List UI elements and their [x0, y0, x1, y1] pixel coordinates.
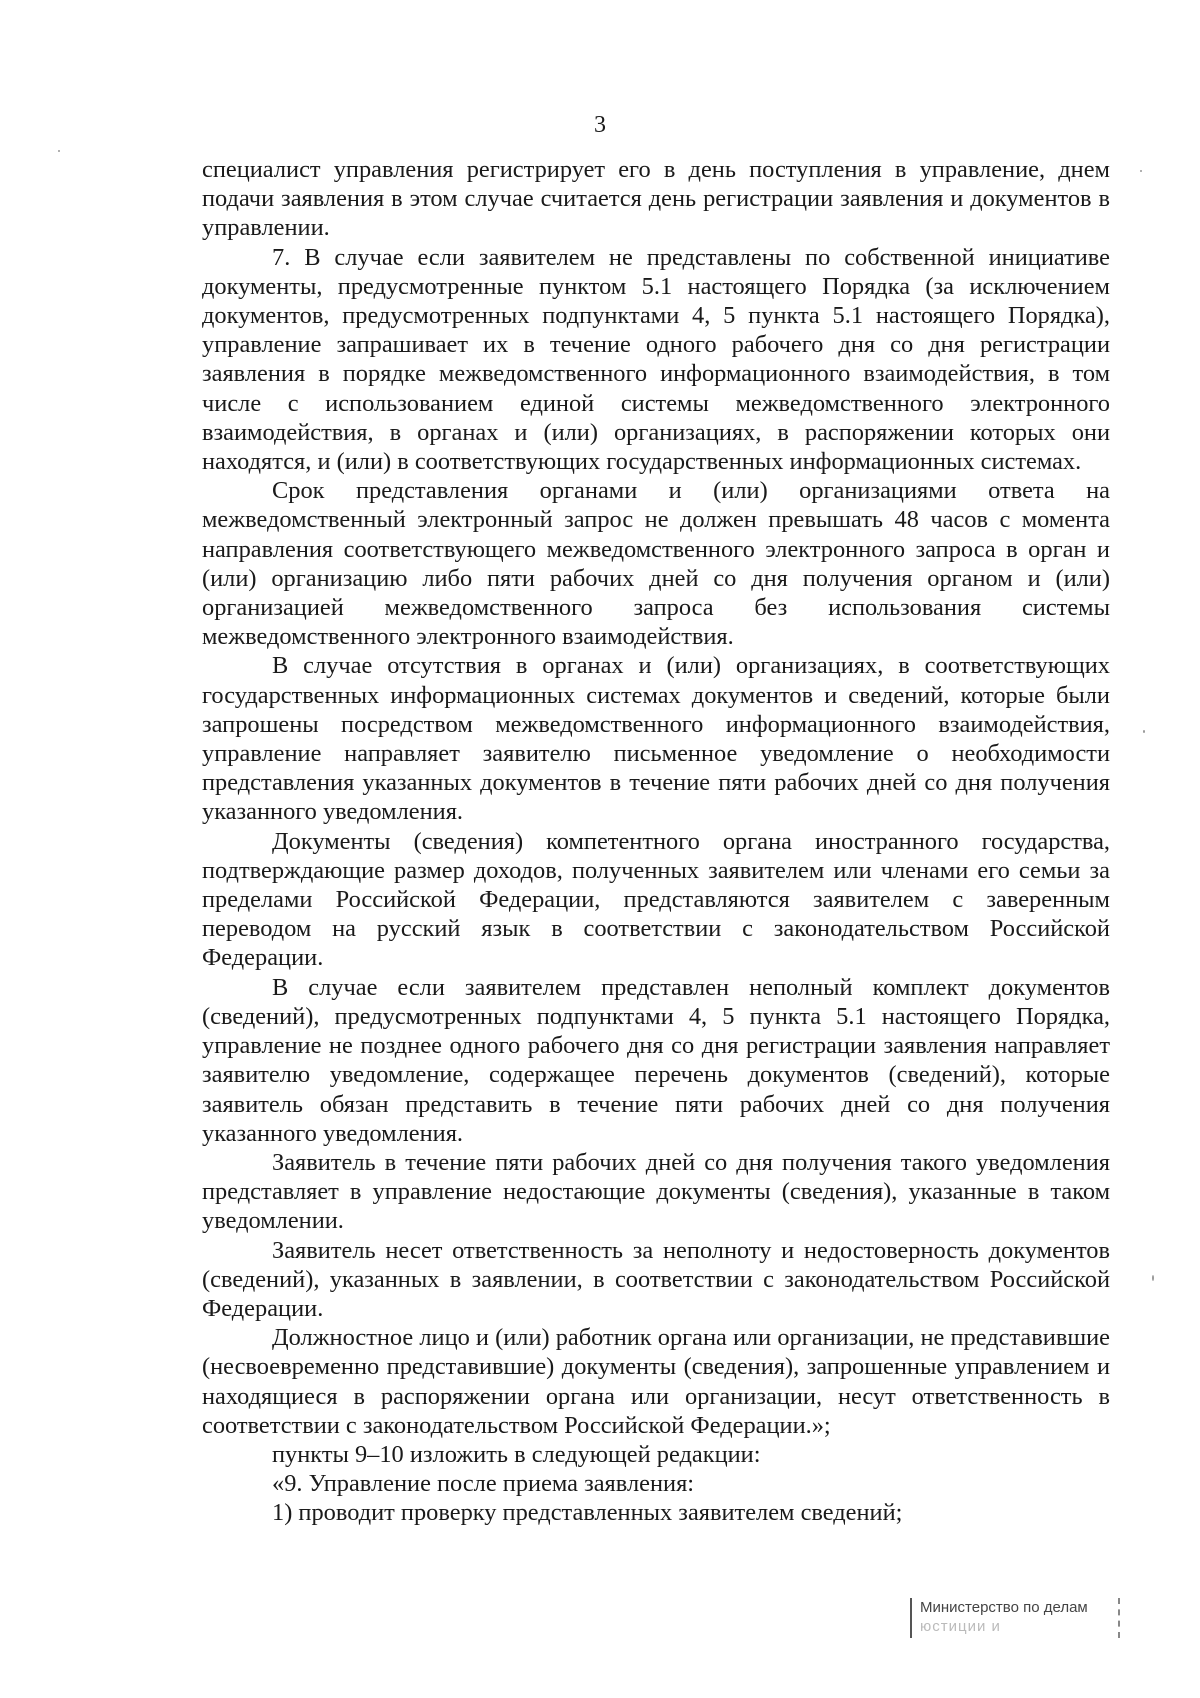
- stamp-line-1: Министерство по делам: [920, 1599, 1088, 1616]
- document-body: [202, 155, 1110, 1528]
- paragraph: Заявитель в течение пяти рабочих дней со дня получения такого уведомления представляет в управление недостающие документы (сведения), указанные в таком уведомлении.: [202, 1148, 1110, 1235]
- page-number: 3: [594, 112, 606, 138]
- paragraph: 1) проводит проверку представленных заявителем сведений;: [272, 1499, 903, 1527]
- paragraph: Документы (сведения) компетентного органа иностранного государства, подтверждающие размер доходов, полученных заявителем или членами его семьи за пределами Российской Федерации, представляются заявителем с заверенным переводом на русский язык в соответствии с законодательством Российской Федерации.: [202, 827, 1110, 972]
- stamp-line-2: юстиции и: [920, 1618, 1001, 1635]
- scan-artifact: [58, 150, 60, 152]
- paragraph: Срок представления органами и (или) организациями ответа на межведомственный электронный запрос не должен превышать 48 часов с момента направления соответствующего межведомственного электронного запроса в орган и (или) организацию либо пяти рабочих дней со дня получения органом и (или) организацией межведомственного запроса без использования системы межведомственного электронного взаимодействия.: [202, 477, 1110, 651]
- paragraph-item-7: 7. В случае если заявителем не представлены по собственной инициативе документы, предусмотренные пунктом 5.1 настоящего Порядка (за исключением документов, предусмотренных подпунктами 4, 5 пункта 5.1 настоящего Порядка), управление запрашивает их в течение одного рабочего дня со дня регистрации заявления в порядке межведомственного информационного взаимодействия, в том числе с использованием единой системы межведомственного электронного взаимодействия, в органах и (или) организациях, в распоряжении которых они находятся, и (или) в соответствующих государственных информационных системах.: [202, 243, 1110, 476]
- scan-artifact: [1140, 170, 1142, 172]
- paragraph: В случае отсутствия в органах и (или) организациях, в соответствующих государственных информационных системах документов и сведений, которые были запрошены посредством межведомственного информационного взаимодействия, управление направляет заявителю письменное уведомление о необходимости представления указанных документов в течение пяти рабочих дней со дня получения указанного уведомления.: [202, 652, 1110, 826]
- paragraph: Должностное лицо и (или) работник органа или организации, не представившие (несвоевременно представившие) документы (сведения), запрошенные управлением и находящиеся в распоряжении органа или организации, несут ответственность в соответствии с законодательством Российской Федерации.»;: [202, 1324, 1110, 1439]
- ministry-stamp: [910, 1598, 1120, 1638]
- paragraph: пункты 9–10 изложить в следующей редакции:: [272, 1440, 761, 1468]
- paragraph: специалист управления регистрирует его в день поступления в управление, днем подачи заявления в этом случае считается день регистрации заявления и документов в управлении.: [202, 156, 1110, 242]
- scan-artifact: [1143, 730, 1145, 733]
- paragraph: «9. Управление после приема заявления:: [272, 1470, 695, 1498]
- scan-artifact: [1152, 1275, 1154, 1281]
- paragraph: Заявитель несет ответственность за неполноту и недостоверность документов (сведений), указанных в заявлении, в соответствии с законодательством Российской Федерации.: [202, 1236, 1110, 1322]
- paragraph: В случае если заявителем представлен неполный комплект документов (сведений), предусмотренных подпунктами 4, 5 пункта 5.1 настоящего Порядка, управление не позднее одного рабочего дня со дня регистрации заявления направляет заявителю уведомление, содержащее перечень документов (сведений), которые заявитель обязан представить в течение пяти рабочих дней со дня получения указанного уведомления.: [202, 973, 1110, 1147]
